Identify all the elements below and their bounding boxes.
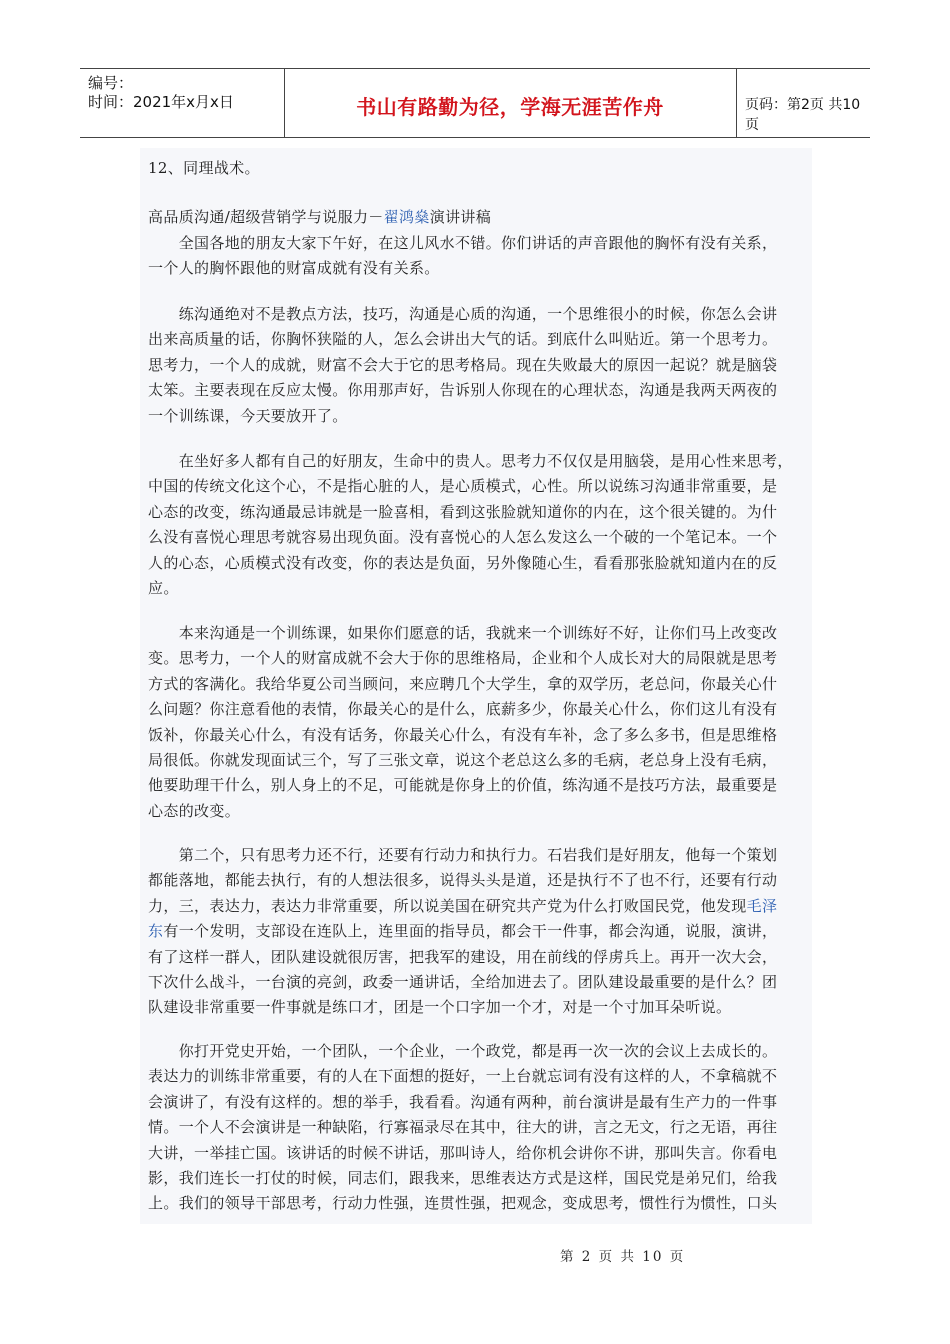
text-line: 一个人的胸怀跟他的财富成就有没有关系。 xyxy=(148,259,440,278)
text-segment: 有一个发明，支部设在连队上，连里面的指导员，都会干一件事，都会沟通，说服，演讲， xyxy=(163,922,778,941)
text-line: 局很低。你就发现面试三个，写了三张文章，说这个老总这么多的毛病，老总身上没有毛病， xyxy=(148,751,778,770)
text-line: 心态的改变，练沟通最忌讳就是一脸喜相，看到这张脸就知道你的内在，这个很关键的。为什 xyxy=(148,502,778,521)
paragraph-1 xyxy=(148,231,777,282)
text-line: 表达力的训练非常重要，有的人在下面想的挺好，一上台就忘词有没有这样的人，不拿稿就不 xyxy=(148,1067,778,1086)
page-info: 页码：第2页 共10页 xyxy=(745,97,861,133)
title-prefix: 高品质沟通/超级营销学与说服力－ xyxy=(148,208,384,226)
text-line: 他要助理干什么，别人身上的不足，可能就是你身上的价值，练沟通不是技巧方法，最重要是 xyxy=(148,776,778,795)
header-table xyxy=(80,68,870,138)
title-suffix: 演讲讲稿 xyxy=(429,208,492,226)
text-line: 队建设非常重要一件事就是练口才，团是一个口字加一个才，对是一个寸加耳朵听说。 xyxy=(148,998,732,1017)
text-line: 心态的改变。 xyxy=(148,801,241,820)
text-line: 应。 xyxy=(148,579,179,598)
text-line: 在坐好多人都有自己的好朋友，生命中的贵人。思考力不仅仅是用脑袋，是用心性来思考， xyxy=(148,452,793,470)
paragraph-2 xyxy=(148,302,777,429)
text-line: 情。一个人不会演讲是一种缺陷，行寡福录尽在其中，往大的讲，言之无文，行之无语，再往 xyxy=(148,1118,778,1137)
text-line: 下次什么战斗，一台演的亮剑，政委一通讲话，全给加进去了。团队建设最重要的是什么？团 xyxy=(148,973,778,992)
text-line xyxy=(148,919,777,944)
list-item-12: 12、同理战术。 xyxy=(148,159,260,177)
text-line: 饭补，你最关心什么，有没有话务，你最关心什么，有没有车补，念了多么多书，但是思维格 xyxy=(148,725,778,744)
paragraph-5 xyxy=(148,843,777,1021)
text-segment: 力，三，表达力，表达力非常重要，所以说美国在研究共产党为什么打败国民党，他发现 xyxy=(148,896,747,915)
header-meta-cell xyxy=(80,69,285,137)
text-line: 么没有喜悦心理思考就容易出现负面。没有喜悦心的人怎么发这么一个破的一个笔记本。一个 xyxy=(148,528,778,547)
text-line: 太笨。主要表现在反应太慢。你用那声好，告诉别人你现在的心理状态，沟通是我两天两夜的 xyxy=(148,381,778,400)
text-line: 方式的客满化。我给华夏公司当顾问，来应聘几个大学生，拿的双学历，老总问，你最关心什 xyxy=(148,674,778,693)
text-line: 一个训练课，今天要放开了。 xyxy=(148,406,348,425)
page-footer: 第 2 页 共 10 页 xyxy=(560,1249,686,1265)
mao-link-continued[interactable]: 东 xyxy=(148,922,164,941)
text-line: 都能落地，都能去执行，有的人想法很多，说得头头是道，还是执行不了也不行，还要有行动 xyxy=(148,871,778,890)
text-line: 上。我们的领导干部思考，行动力性强，连贯性强，把观念，变成思考，惯性行为惯性，口头 xyxy=(148,1194,778,1213)
text-line: 影，我们连长一打仗的时候，同志们，跟我来，思维表达方式是这样，国民党是弟兄们，给我 xyxy=(148,1169,778,1188)
motto: 书山有路勤为径，学海无涯苦作舟 xyxy=(356,95,664,119)
mao-link[interactable]: 毛泽 xyxy=(746,896,778,915)
text-line: 你打开党史开始，一个团队，一个企业，一个政党，都是再一次一次的会议上去成长的。 xyxy=(148,1042,778,1060)
text-line: 练沟通绝对不是教点方法，技巧，沟通是心质的沟通，一个思维很小的时候，你怎么会讲 xyxy=(148,305,778,323)
text-line: 第二个，只有思考力还不行，还要有行动力和执行力。石岩我们是好朋友，他每一个策划 xyxy=(148,846,778,864)
text-line: 会演讲了，有没有这样的。想的举手，我看看。沟通有两种，前台演讲是最有生产力的一件事 xyxy=(148,1092,778,1111)
text-line: 人的心态，心质模式没有改变，你的表达是负面，另外像随心生，看看那张脸就知道内在的反 xyxy=(148,553,778,572)
text-line: 大讲，一举挂亡国。该讲话的时候不讲话，那叫诗人，给你机会讲你不讲，那叫失言。你看电 xyxy=(148,1143,778,1162)
text-line: 有了这样一群人，团队建设就很厉害，把我军的建设，用在前线的俘虏兵上。再开一次大会， xyxy=(148,947,778,966)
text-line: 中国的传统文化这个心，不是指心脏的人，是心质模式，心性。所以说练习沟通非常重要，是 xyxy=(148,477,778,496)
text-line: 出来高质量的话，你胸怀狭隘的人，怎么会讲出大气的话。到底什么叫贴近。第一个思考力。 xyxy=(148,330,778,349)
paragraph-3 xyxy=(148,449,793,601)
text-line: 本来沟通是一个训练课，如果你们愿意的话，我就来一个训练好不好，让你们马上改变改 xyxy=(148,624,778,642)
text-line: 思考力，一个人的成就，财富不会大于它的思考格局。现在失败最大的原因一起说？就是脑袋 xyxy=(148,355,778,374)
header-motto-cell xyxy=(284,69,737,137)
time-label: 时间：2021年x月x日 xyxy=(88,93,234,111)
paragraph-6 xyxy=(148,1039,777,1217)
number-label: 编号： xyxy=(88,74,134,92)
text-line xyxy=(148,894,777,919)
text-line: 变。思考力，一个人的财富成就不会大于你的思维格局，企业和个人成长对大的局限就是思考 xyxy=(148,649,778,668)
paragraph-4 xyxy=(148,621,777,824)
speech-title xyxy=(148,205,491,230)
speaker-link[interactable]: 翟鸿燊 xyxy=(383,208,430,226)
text-line: 么问题？你注意看他的表情，你最关心的是什么，底薪多少，你最关心什么，你们这儿有没有 xyxy=(148,700,778,719)
text-line: 全国各地的朋友大家下午好，在这儿风水不错。你们讲话的声音跟他的胸怀有没有关系， xyxy=(148,234,778,252)
